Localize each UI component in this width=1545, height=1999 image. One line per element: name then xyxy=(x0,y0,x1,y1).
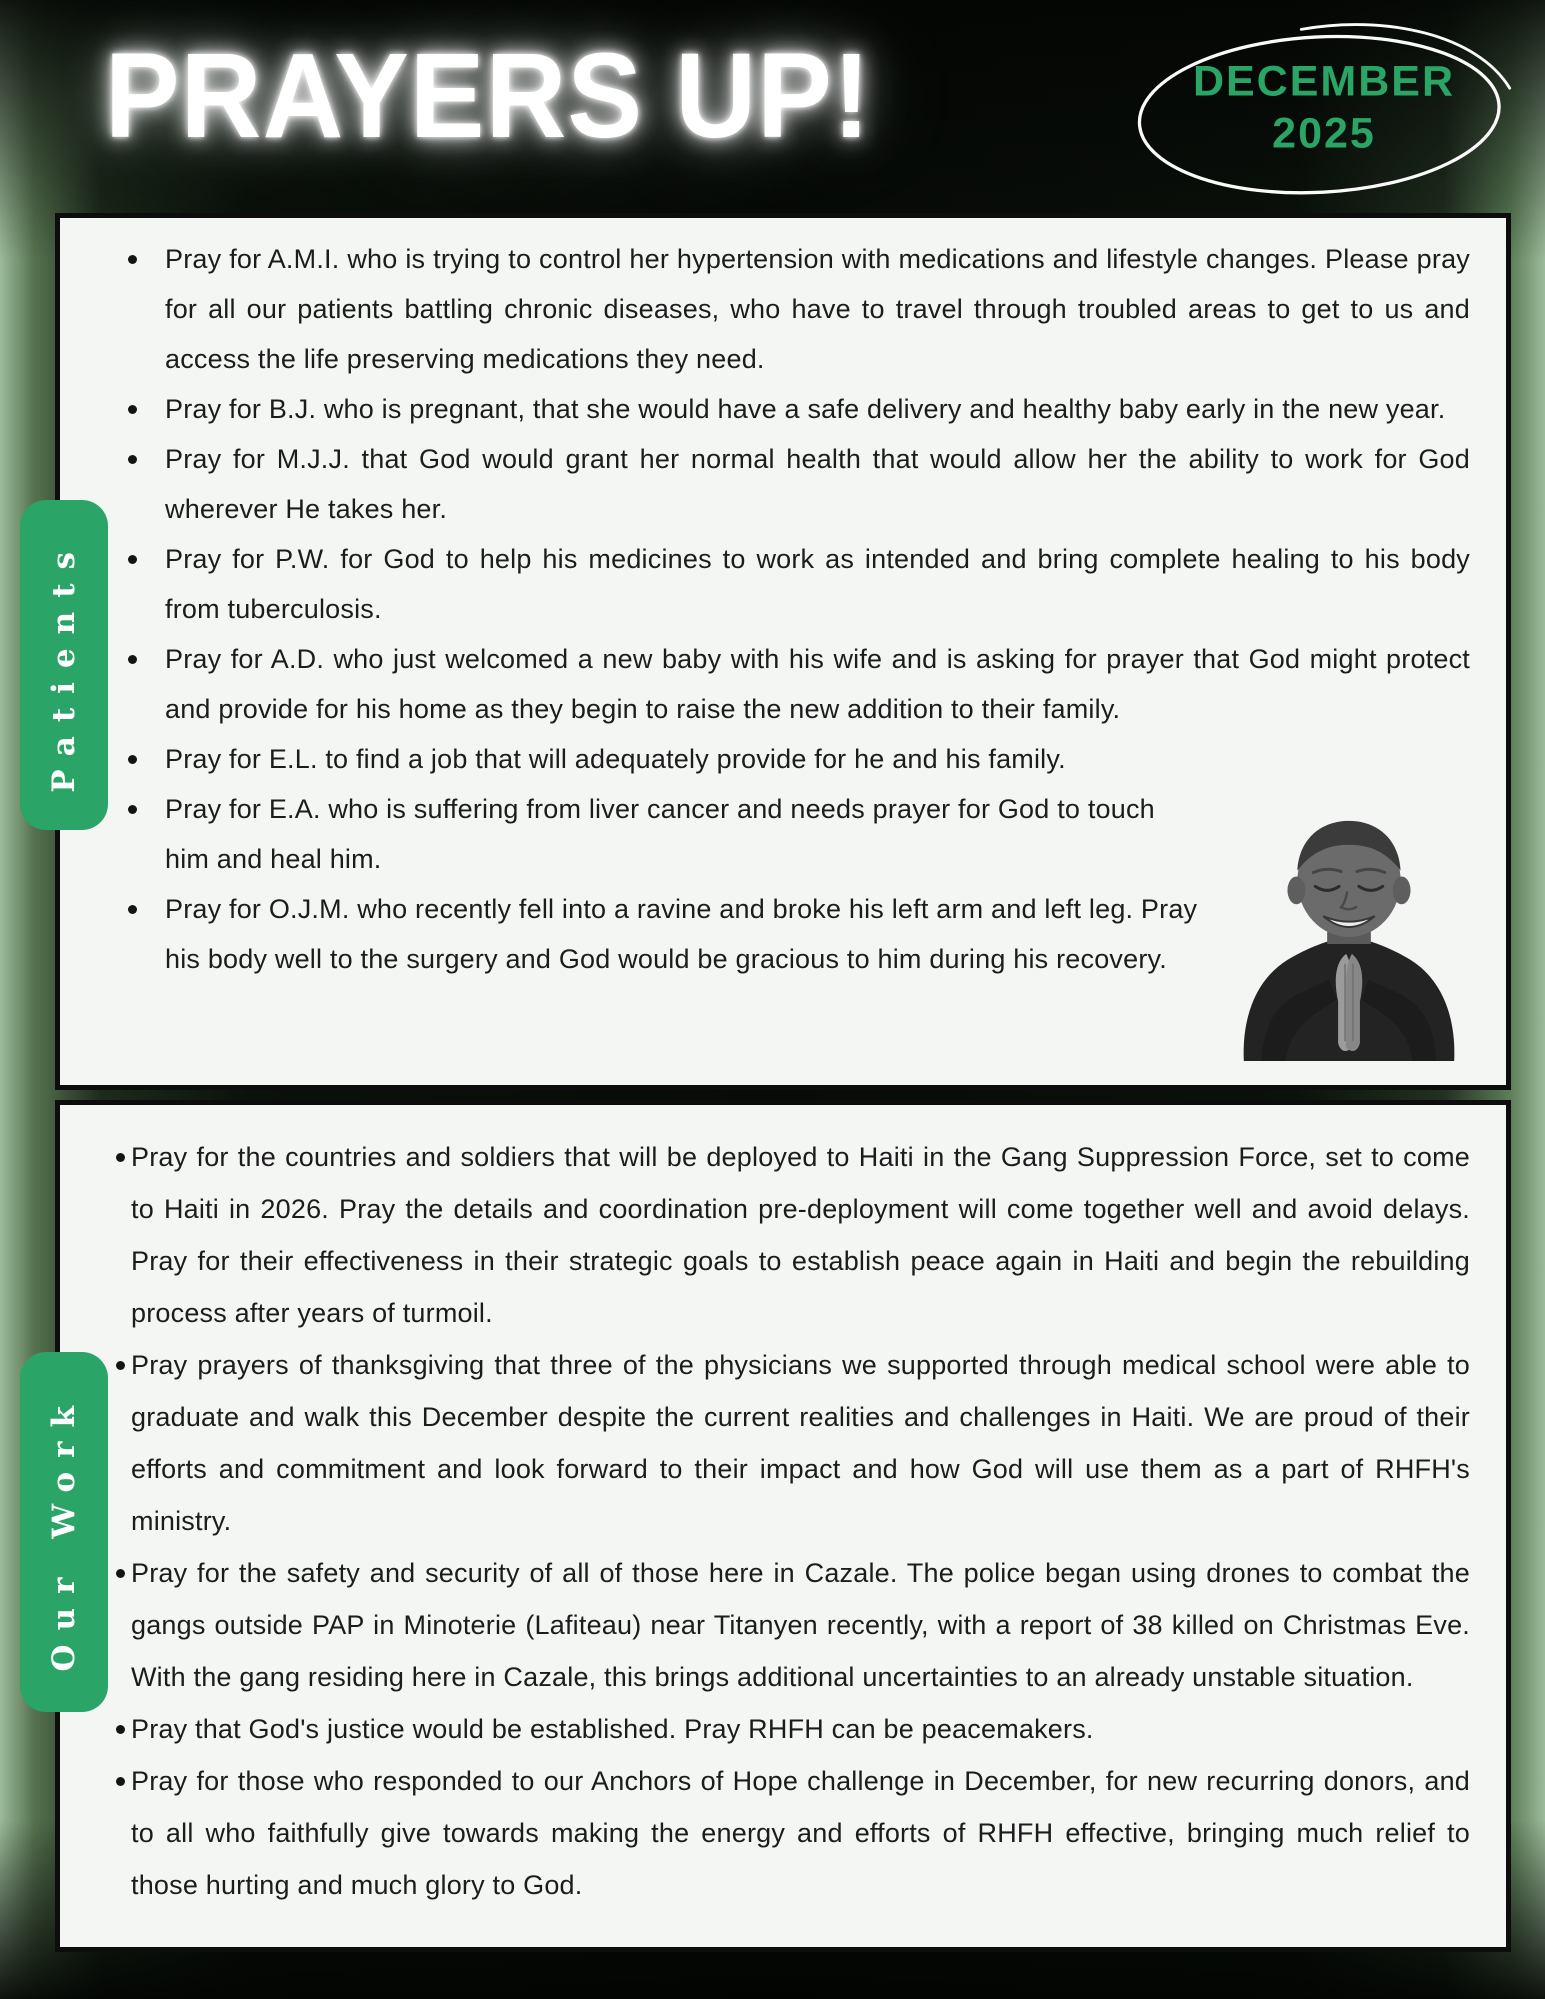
tab-patients-label: Patients xyxy=(46,537,82,793)
prayer-item: Pray for the safety and security of all of those here in Cazale. The police began using drones to combat the gangs outside PAP in Minoterie (Lafiteau) near Titanyen recently, with a report of 38 killed on Christmas Eve. With the gang residing here in Cazale, this brings additional uncertainties to an already unstable situation. xyxy=(116,1547,1470,1703)
boy-praying-photo xyxy=(1220,805,1478,1067)
panel-patients xyxy=(55,213,1511,1090)
prayer-item: Pray for B.J. who is pregnant, that she would have a safe delivery and healthy baby early in the new year. xyxy=(128,384,1470,434)
prayer-item: Pray for O.J.M. who recently fell into a ravine and broke his left arm and left leg. Pray his body well to the surgery and God would be gracious to him during his recovery. xyxy=(128,884,1202,984)
tab-patients xyxy=(20,500,108,830)
tab-our-work xyxy=(20,1352,108,1712)
prayer-item: Pray for A.D. who just welcomed a new baby with his wife and is asking for prayer that God might protect and provide for his home as they begin to raise the new addition to their family. xyxy=(128,634,1470,734)
tab-our-work-label: Our Work xyxy=(46,1392,82,1672)
badge-year: 2025 xyxy=(1272,110,1376,158)
header xyxy=(0,0,1545,213)
prayer-item: Pray that God's justice would be established. Pray RHFH can be peacemakers. xyxy=(116,1703,1470,1755)
prayer-list-our-work xyxy=(60,1105,1506,1911)
panel-our-work xyxy=(55,1100,1511,1952)
badge-month: DECEMBER xyxy=(1192,57,1456,106)
prayer-item: Pray for P.W. for God to help his medicines to work as intended and bring complete healing to his body from tuberculosis. xyxy=(128,534,1470,634)
badge-date xyxy=(1118,56,1530,161)
month-badge xyxy=(1118,18,1530,198)
page-title: PRAYERS UP! xyxy=(104,28,872,164)
prayer-item: Pray for the countries and soldiers that will be deployed to Haiti in the Gang Suppression Force, set to come to Haiti in 2026. Pray the details and coordination pre-deployment will come together well and avoid delays. Pray for their effectiveness in their strategic goals to establish peace again in Haiti and begin the rebuilding process after years of turmoil. xyxy=(116,1131,1470,1339)
prayer-item: Pray prayers of thanksgiving that three of the physicians we supported through medical school were able to graduate and walk this December despite the current realities and challenges in Haiti. We are proud of their efforts and commitment and look forward to their impact and how God will use them as a part of RHFH's ministry. xyxy=(116,1339,1470,1547)
prayer-item: Pray for E.A. who is suffering from liver cancer and needs prayer for God to touch him and heal him. xyxy=(128,784,1202,884)
boy-praying-illustration xyxy=(1220,805,1478,1067)
prayer-item: Pray for A.M.I. who is trying to control her hypertension with medications and lifestyle changes. Please pray for all our patients battling chronic diseases, who have to travel through troubled areas to get to us and access the life preserving medications they need. xyxy=(128,234,1470,384)
prayer-item: Pray for M.J.J. that God would grant her normal health that would allow her the ability to work for God wherever He takes her. xyxy=(128,434,1470,534)
prayer-item: Pray for those who responded to our Anchors of Hope challenge in December, for new recurring donors, and to all who faithfully give towards making the energy and efforts of RHFH effective, bringing much relief to those hurting and much glory to God. xyxy=(116,1755,1470,1911)
prayer-item: Pray for E.L. to find a job that will adequately provide for he and his family. xyxy=(128,734,1470,784)
